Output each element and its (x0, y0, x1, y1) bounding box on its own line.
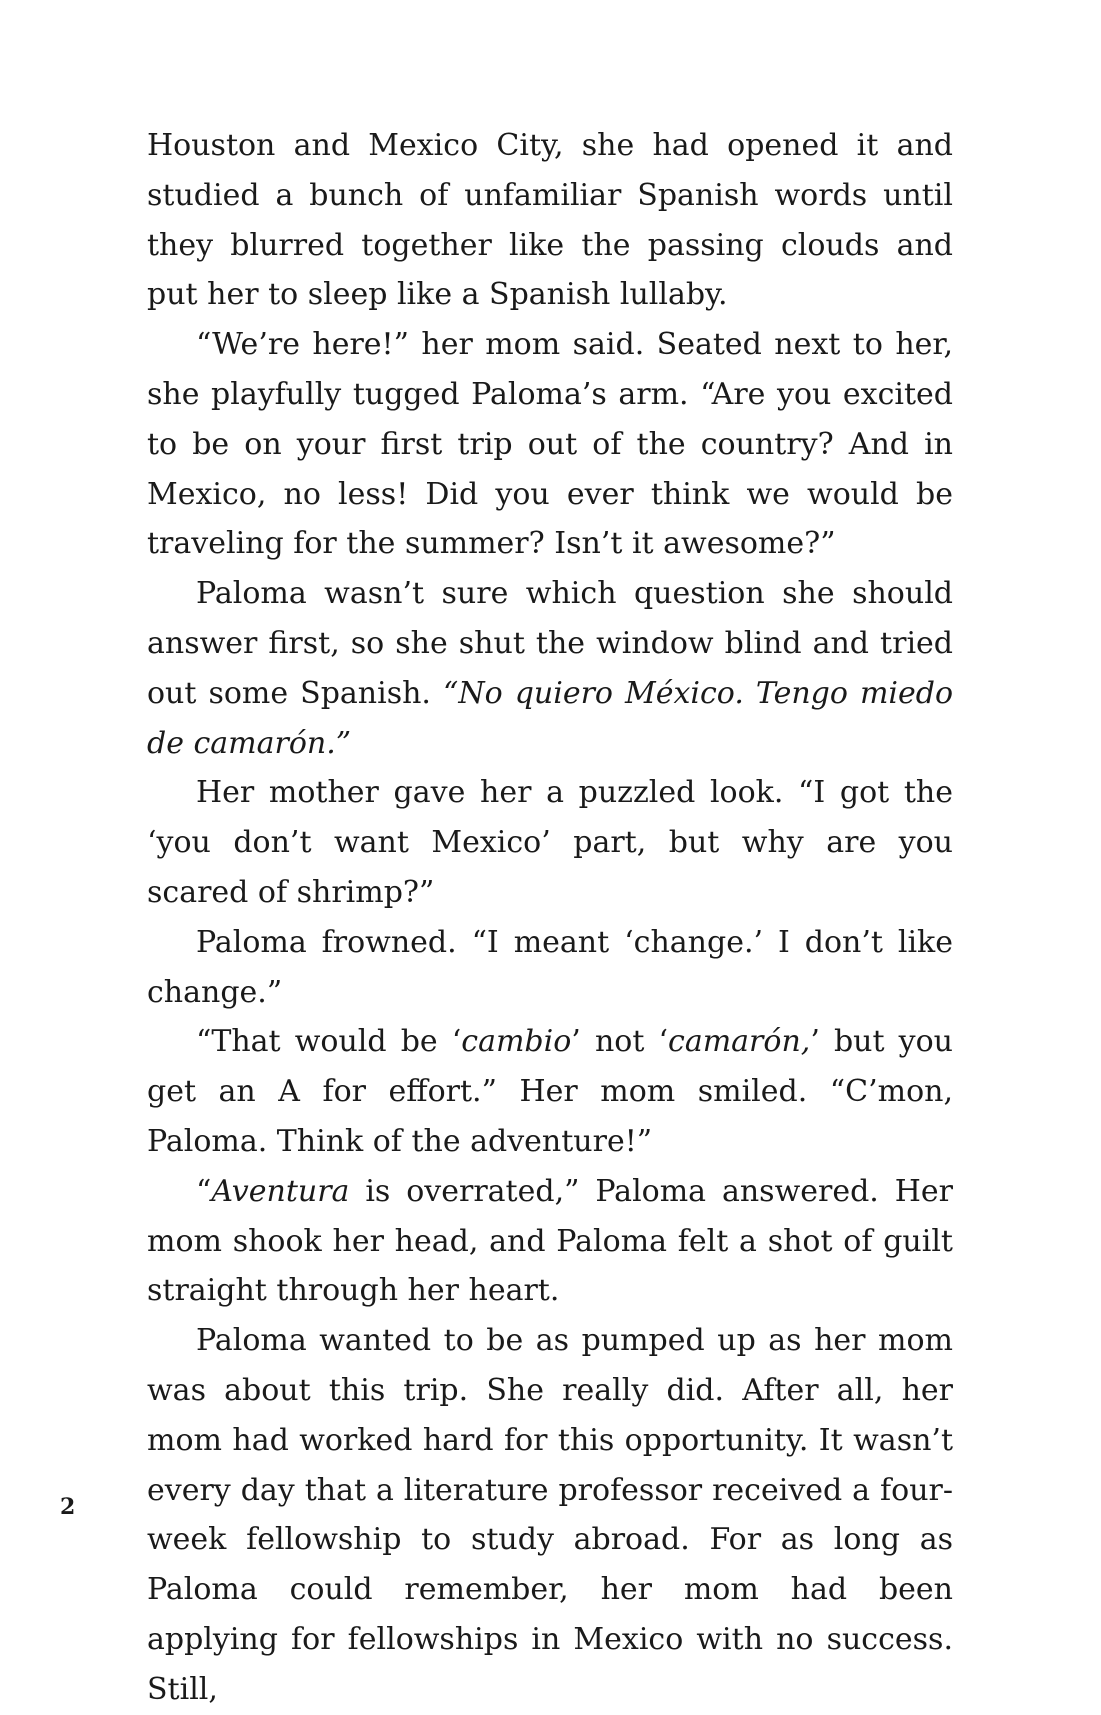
paragraph (147, 1167, 953, 1316)
paragraph (147, 768, 953, 917)
paragraph (147, 918, 953, 1018)
italic-text: camarón, (668, 1024, 811, 1060)
italic-text: cambio (461, 1024, 572, 1060)
text-run: “ (196, 1173, 212, 1209)
text-run: Paloma wanted to be as pumped up as her mom was about this trip. She really did. After all, her mom had worked hard for this opportunity. It wasn’t every day that a literature professor received a four-week fellowship to study abroad. For as long as Paloma could remember, her mom had been applying for fellowships in Mexico with no success. Still, (147, 1323, 953, 1707)
page-number: 2 (60, 1494, 76, 1520)
text-run: “That would be ‘ (196, 1024, 462, 1060)
text-run: ’ but you get an A for effort.” Her mom smiled. “C’mon, Paloma. Think of the adventure!” (147, 1024, 953, 1159)
text-run: Paloma frowned. “I meant ‘change.’ I don’t like change.” (147, 924, 953, 1010)
paragraph (147, 569, 953, 768)
text-run: “We’re here!” her mom said. Seated next to her, she playfully tugged Paloma’s arm. “Are you excited to be on your first trip out of the country? And in Mexico, no less! Did you ever think we would be traveling for the summer? Isn’t it awesome?” (147, 327, 953, 562)
paragraph (147, 320, 953, 569)
body-text (147, 121, 953, 1715)
paragraph (147, 121, 953, 320)
text-run: ’ not ‘ (571, 1024, 669, 1060)
text-run: Paloma wasn’t sure which question she should answer first, so she shut the window blind and tried out some Spanish. (147, 576, 953, 711)
text-run: Her mother gave her a puzzled look. “I got the ‘you don’t want Mexico’ part, but why are you scared of shrimp?” (147, 775, 953, 910)
italic-text: “No quiero México. Tengo miedo de camarón.” (147, 675, 954, 761)
text-run: is overrated,” Paloma answered. Her mom shook her head, and Paloma felt a shot of guilt straight through her heart. (147, 1173, 953, 1309)
text-run: Houston and Mexico City, she had opened it and studied a bunch of unfamiliar Spanish words until they blurred together like the passing clouds and put her to sleep like a Spanish lullaby. (147, 128, 953, 313)
paragraph (147, 1017, 953, 1166)
italic-text: Aventura (211, 1173, 350, 1209)
paragraph (147, 1316, 953, 1714)
